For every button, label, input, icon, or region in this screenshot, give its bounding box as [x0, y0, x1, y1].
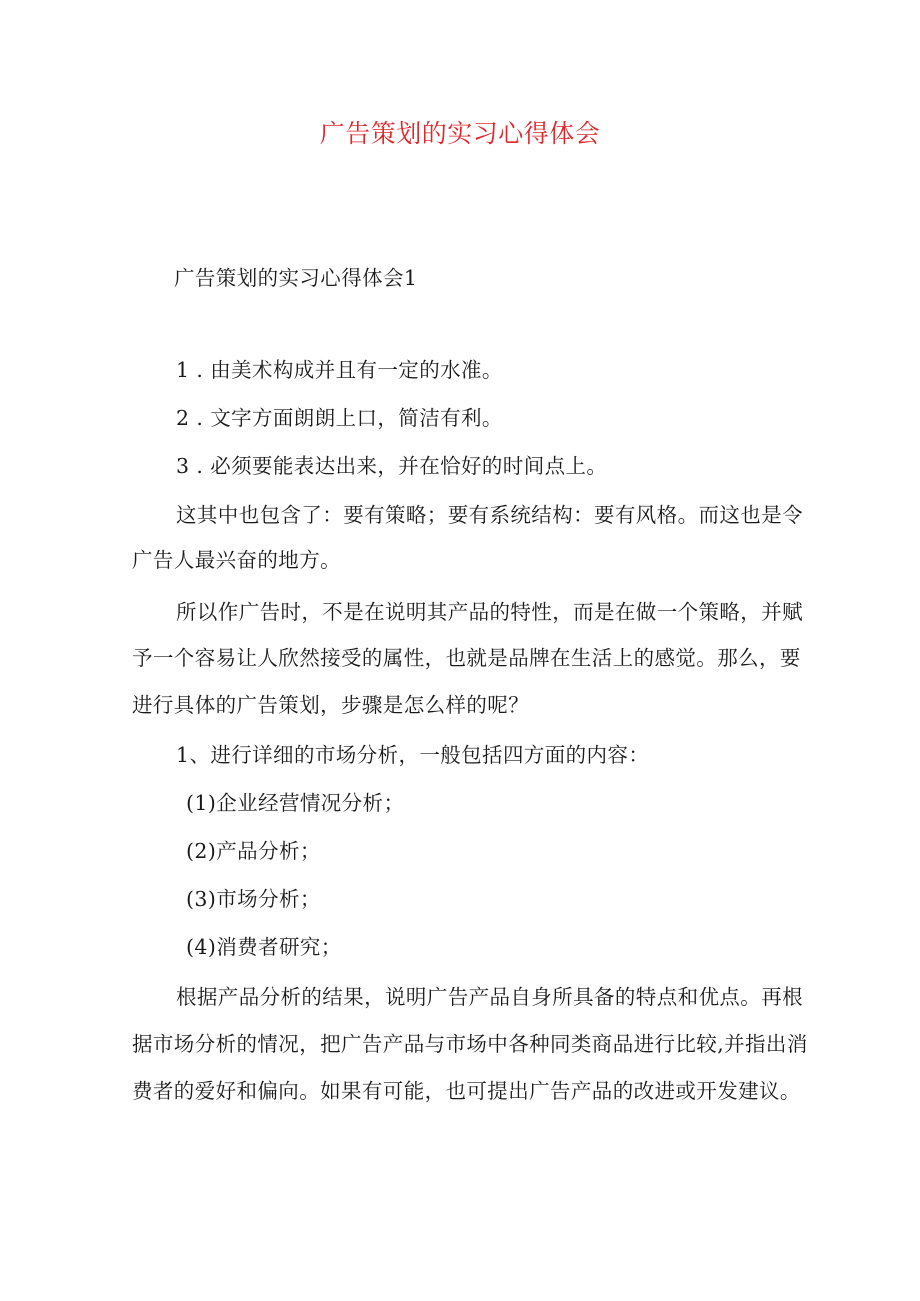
- paragraph-2-line-1: 所以作广告时，不是在说明其产品的特性，而是在做一个策略，并赋: [176, 600, 803, 624]
- numbered-item-3: 3 . 必须要能表达出来，并在恰好的时间点上。: [176, 454, 608, 478]
- subitem-2: (2)产品分析；: [186, 839, 321, 863]
- document-title: 广告策划的实习心得体会: [319, 119, 601, 148]
- subitem-4: (4)消费者研究；: [186, 935, 342, 959]
- paragraph-1-line-1: 这其中也包含了：要有策略；要有系统结构：要有风格。而这也是令: [176, 503, 803, 527]
- paragraph-3-line-2: 据市场分析的情况，把广告产品与市场中各种同类商品进行比较,并指出消: [132, 1032, 808, 1056]
- subitem-3: (3)市场分析；: [186, 887, 321, 911]
- paragraph-2-line-3: 进行具体的广告策划，步骤是怎么样的呢？: [132, 693, 530, 717]
- numbered-item-1: 1 . 由美术构成并且有一定的水准。: [176, 358, 503, 382]
- subitem-1: (1)企业经营情况分析；: [186, 791, 405, 815]
- paragraph-3-line-3: 费者的爱好和偏向。如果有可能，也可提出广告产品的改进或开发建议。: [132, 1079, 801, 1103]
- paragraph-3-line-1: 根据产品分析的结果，说明广告产品自身所具备的特点和优点。再根: [176, 985, 803, 1009]
- numbered-item-2: 2 . 文字方面朗朗上口，简洁有利。: [176, 406, 503, 430]
- paragraph-1-line-2: 广告人最兴奋的地方。: [132, 548, 341, 572]
- paragraph-2-line-2: 予一个容易让人欣然接受的属性，也就是品牌在生活上的感觉。那么，要: [132, 646, 801, 670]
- step-1: 1、进行详细的市场分析，一般包括四方面的内容：: [176, 743, 650, 767]
- section-heading: 广告策划的实习心得体会1: [174, 266, 418, 290]
